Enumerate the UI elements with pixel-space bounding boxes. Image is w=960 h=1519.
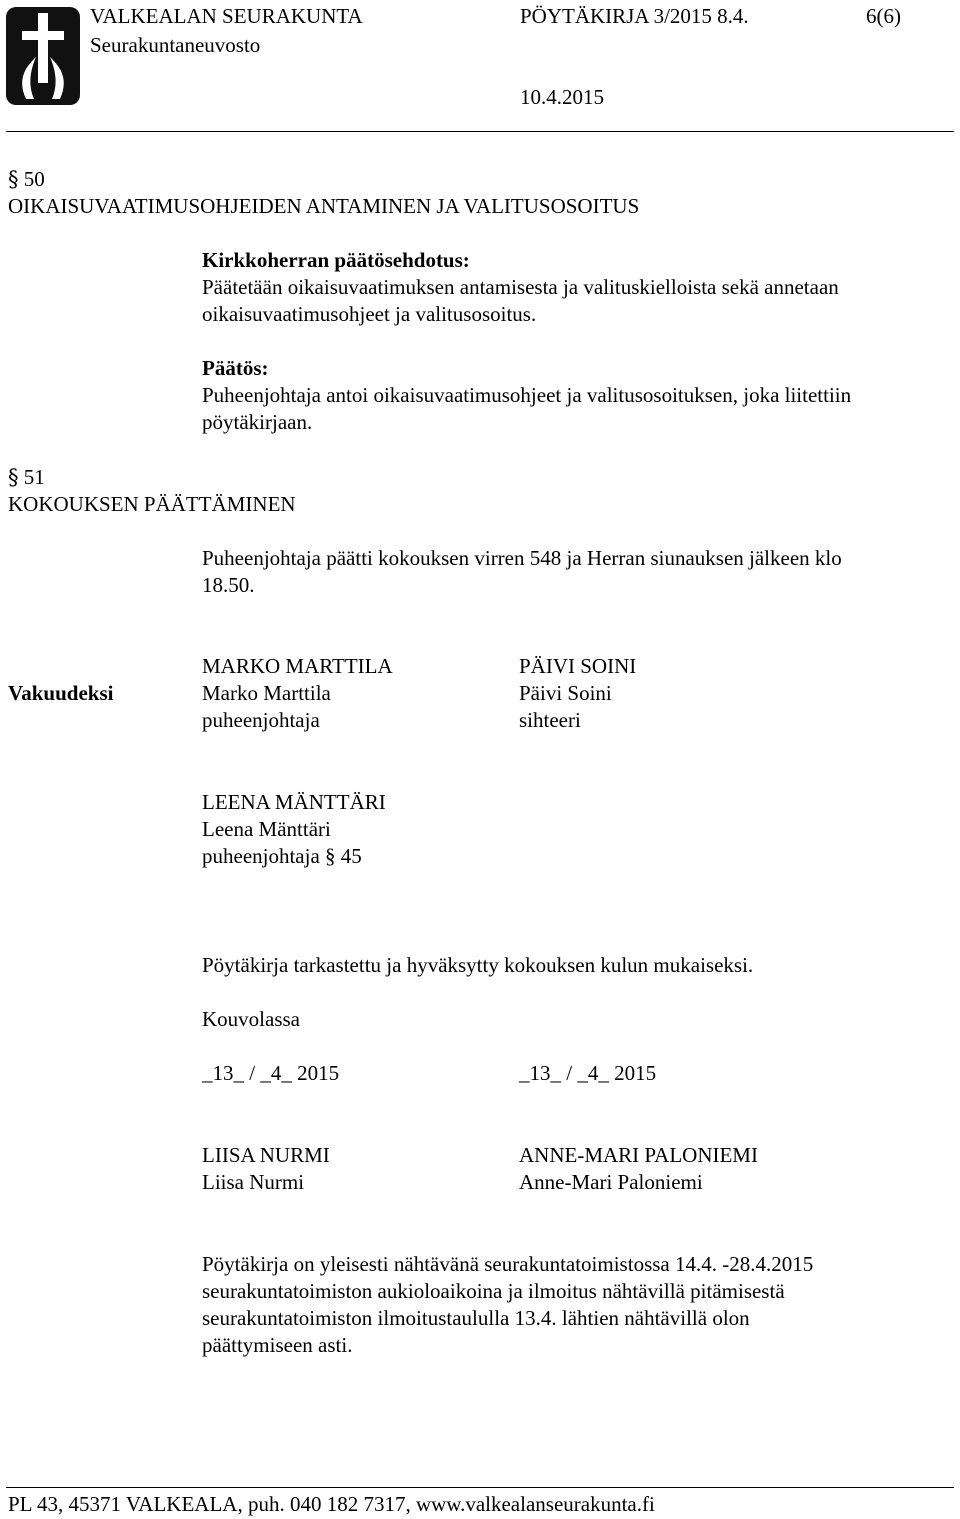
review-date-1: _13_ / _4_ 2015 xyxy=(202,1061,340,1085)
reviewer-1-name: Liisa Nurmi xyxy=(202,1170,305,1194)
review-date-2: _13_ / _4_ 2015 xyxy=(519,1061,657,1085)
signer-3-name: Leena Mänttäri xyxy=(202,817,331,841)
signer-2-caps: PÄIVI SOINI xyxy=(519,654,637,678)
section-50-number xyxy=(8,166,45,193)
decision-label: Päätös: xyxy=(202,356,269,380)
section-51-number xyxy=(8,464,45,491)
decision-text-line-2: pöytäkirjaan. xyxy=(202,410,313,434)
decision-text-line-1: Puheenjohtaja antoi oikaisuvaatimusohjeet ja valitusosoituksen, joka liitettiin xyxy=(202,383,852,407)
header-date: 10.4.2015 xyxy=(520,85,604,109)
notice-line-4: päättymiseen asti. xyxy=(202,1333,353,1357)
signer-3-role: puheenjohtaja § 45 xyxy=(202,844,362,868)
signer-2-role: sihteeri xyxy=(519,708,581,732)
footer-divider xyxy=(6,1487,954,1488)
footer-contact: PL 43, 45371 VALKEALA, puh. 040 182 7317, www.valkealanseurakunta.fi xyxy=(8,1492,655,1516)
notice-line-2: seurakuntatoimiston aukioloaikoina ja ilmoitus nähtävillä pitämisestä xyxy=(202,1279,785,1303)
proposal-text-line-2: oikaisuvaatimusohjeet ja valitusosoitus. xyxy=(202,302,537,326)
review-statement: Pöytäkirja tarkastettu ja hyväksytty kokouksen kulun mukaiseksi. xyxy=(202,953,754,977)
proposal-text-line-1: Päätetään oikaisuvaatimuksen antamisesta ja valituskielloista sekä annetaan xyxy=(202,275,839,299)
header-organization: VALKEALAN SEURAKUNTA xyxy=(90,4,363,28)
attestation-label: Vakuudeksi xyxy=(8,681,114,705)
section-50-title: OIKAISUVAATIMUSOHJEIDEN ANTAMINEN JA VALITUSOSOITUS xyxy=(8,194,640,218)
review-place: Kouvolassa xyxy=(202,1007,300,1031)
signer-2-name: Päivi Soini xyxy=(519,681,612,705)
closing-text-line-2: 18.50. xyxy=(202,573,255,597)
header-page-number: 6(6) xyxy=(866,4,901,28)
cross-logo-icon xyxy=(6,7,80,105)
header-divider xyxy=(6,131,954,132)
closing-text-line-1: Puheenjohtaja päätti kokouksen virren 548 ja Herran siunauksen jälkeen klo xyxy=(202,546,842,570)
notice-line-3: seurakuntatoimiston ilmoitustaululla 13.4. lähtien nähtävillä olon xyxy=(202,1306,750,1330)
reviewer-2-caps: ANNE-MARI PALONIEMI xyxy=(519,1143,758,1167)
header-document-reference: PÖYTÄKIRJA 3/2015 8.4. xyxy=(520,4,749,28)
signer-3-caps: LEENA MÄNTTÄRI xyxy=(202,790,386,814)
signer-1-role: puheenjohtaja xyxy=(202,708,320,732)
proposal-label: Kirkkoherran päätösehdotus: xyxy=(202,248,470,272)
section-50-num: 50 xyxy=(23,167,45,191)
section-51-num: 51 xyxy=(23,465,45,489)
signer-1-caps: MARKO MARTTILA xyxy=(202,654,393,678)
section-sign-51: § xyxy=(8,465,19,489)
reviewer-1-caps: LIISA NURMI xyxy=(202,1143,330,1167)
section-51-title: KOKOUKSEN PÄÄTTÄMINEN xyxy=(8,492,296,516)
reviewer-2-name: Anne-Mari Paloniemi xyxy=(519,1170,703,1194)
section-sign-50: § xyxy=(8,167,19,191)
signer-1-name: Marko Marttila xyxy=(202,681,331,705)
header-body-name: Seurakuntaneuvosto xyxy=(90,33,261,57)
notice-line-1: Pöytäkirja on yleisesti nähtävänä seurakuntatoimistossa 14.4. -28.4.2015 xyxy=(202,1252,814,1276)
